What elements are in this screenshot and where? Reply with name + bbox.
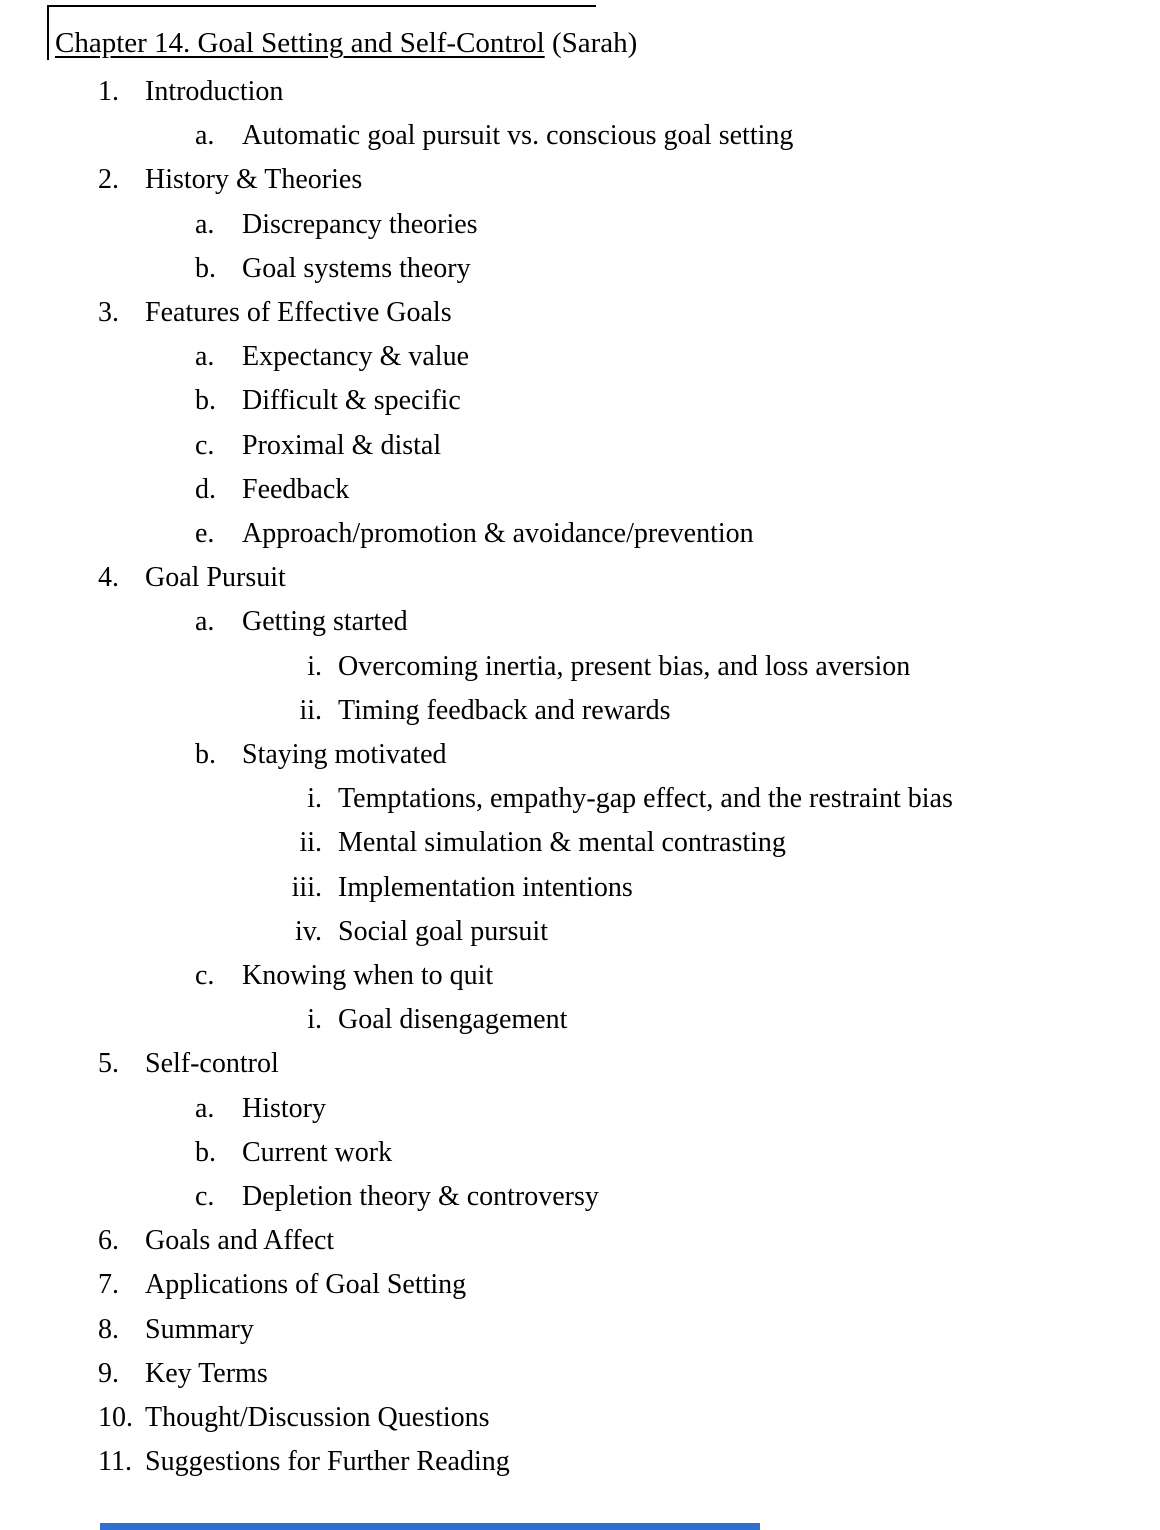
outline-marker: b. xyxy=(195,1136,216,1168)
outline-item xyxy=(0,954,1160,998)
outline-item xyxy=(0,645,1160,689)
outline-marker: 7. xyxy=(98,1269,119,1301)
outline-text: History xyxy=(242,1092,326,1124)
outline-text: Goal disengagement xyxy=(338,1004,568,1036)
outline-marker: a. xyxy=(195,120,215,152)
outline-marker: b. xyxy=(195,739,216,771)
outline-text: Summary xyxy=(145,1313,254,1345)
outline-item xyxy=(0,910,1160,954)
outline-marker: 8. xyxy=(98,1313,119,1345)
outline-text: History & Theories xyxy=(145,164,363,196)
outline-marker: 9. xyxy=(98,1357,119,1389)
outline-marker: iv. xyxy=(295,915,322,947)
outline-marker: a. xyxy=(195,606,215,638)
outline-item xyxy=(0,70,1160,114)
outline-marker: 2. xyxy=(98,164,119,196)
outline-item xyxy=(0,114,1160,158)
outline-text: Approach/promotion & avoidance/prevention xyxy=(242,518,754,550)
outline-text: Depletion theory & controversy xyxy=(242,1181,599,1213)
outline-text: Suggestions for Further Reading xyxy=(145,1446,510,1478)
outline-text: Introduction xyxy=(145,76,284,107)
outline-item xyxy=(0,1042,1160,1086)
outline-marker: 3. xyxy=(98,297,119,329)
outline-marker: d. xyxy=(195,473,216,505)
outline-marker: 6. xyxy=(98,1225,119,1257)
outline-marker: i. xyxy=(307,1004,322,1036)
outline-text: Timing feedback and rewards xyxy=(338,694,671,726)
outline-item xyxy=(0,468,1160,512)
outline-item xyxy=(0,1219,1160,1263)
outline-text: Implementation intentions xyxy=(338,871,633,903)
outline xyxy=(0,70,1160,1485)
outline-text: Features of Effective Goals xyxy=(145,297,452,329)
outline-marker: iii. xyxy=(291,871,322,903)
outline-item xyxy=(0,512,1160,556)
outline-marker: 1. xyxy=(98,76,119,107)
outline-text: Current work xyxy=(242,1136,393,1168)
outline-item xyxy=(0,1308,1160,1352)
outline-item xyxy=(0,600,1160,644)
outline-text: Discrepancy theories xyxy=(242,208,478,240)
outline-item xyxy=(0,291,1160,335)
outline-marker: b. xyxy=(195,385,216,417)
outline-text: Getting started xyxy=(242,606,408,638)
outline-item xyxy=(0,1352,1160,1396)
outline-item xyxy=(0,335,1160,379)
title-main: Chapter 14. Goal Setting and Self-Control xyxy=(55,27,545,59)
outline-marker: c. xyxy=(195,960,215,992)
outline-item xyxy=(0,1440,1160,1484)
outline-text: Mental simulation & mental contrasting xyxy=(338,827,786,859)
outline-marker: e. xyxy=(195,518,215,550)
outline-text: Goals and Affect xyxy=(145,1225,335,1257)
outline-text: Difficult & specific xyxy=(242,385,461,417)
title-suffix: (Sarah) xyxy=(544,27,638,59)
outline-item xyxy=(0,379,1160,423)
outline-marker: a. xyxy=(195,1092,215,1124)
outline-item xyxy=(0,866,1160,910)
outline-marker: b. xyxy=(195,252,216,284)
outline-marker: c. xyxy=(195,1181,215,1213)
outline-item xyxy=(0,1263,1160,1307)
outline-marker: ii. xyxy=(299,694,322,726)
outline-marker: 10. xyxy=(98,1402,133,1434)
outline-text: Temptations, empathy-gap effect, and the restraint bias xyxy=(338,783,953,815)
outline-marker: ii. xyxy=(299,827,322,859)
outline-text: Thought/Discussion Questions xyxy=(145,1402,490,1434)
outline-marker: 4. xyxy=(98,562,119,594)
outline-marker: c. xyxy=(195,429,215,461)
outline-text: Social goal pursuit xyxy=(338,915,548,947)
outline-item xyxy=(0,1131,1160,1175)
outline-text: Automatic goal pursuit vs. conscious goal setting xyxy=(242,120,794,152)
outline-item xyxy=(0,689,1160,733)
page-title xyxy=(55,22,1160,64)
outline-text: Proximal & distal xyxy=(242,429,442,461)
outline-item xyxy=(0,1175,1160,1219)
outline-text: Knowing when to quit xyxy=(242,960,494,992)
outline-text: Staying motivated xyxy=(242,739,447,771)
outline-item xyxy=(0,556,1160,600)
outline-text: Self-control xyxy=(145,1048,279,1080)
outline-text: Overcoming inertia, present bias, and loss aversion xyxy=(338,650,911,682)
outline-marker: i. xyxy=(307,783,322,815)
outline-marker: a. xyxy=(195,208,215,240)
outline-text: Feedback xyxy=(242,473,350,505)
outline-item xyxy=(0,247,1160,291)
outline-text: Applications of Goal Setting xyxy=(145,1269,467,1301)
outline-item xyxy=(0,158,1160,202)
outline-marker: 11. xyxy=(98,1446,132,1478)
outline-text: Goal systems theory xyxy=(242,252,471,284)
outline-item xyxy=(0,777,1160,821)
outline-text: Expectancy & value xyxy=(242,341,470,373)
bottom-blue-bar xyxy=(100,1523,760,1530)
outline-text: Key Terms xyxy=(145,1357,268,1389)
outline-item xyxy=(0,1087,1160,1131)
outline-item xyxy=(0,733,1160,777)
outline-text: Goal Pursuit xyxy=(145,562,286,594)
outline-item xyxy=(0,821,1160,865)
outline-item xyxy=(0,1396,1160,1440)
outline-item xyxy=(0,424,1160,468)
outline-marker: 5. xyxy=(98,1048,119,1080)
outline-marker: i. xyxy=(307,650,322,682)
outline-marker: a. xyxy=(195,341,215,373)
outline-item xyxy=(0,998,1160,1042)
outline-item xyxy=(0,203,1160,247)
